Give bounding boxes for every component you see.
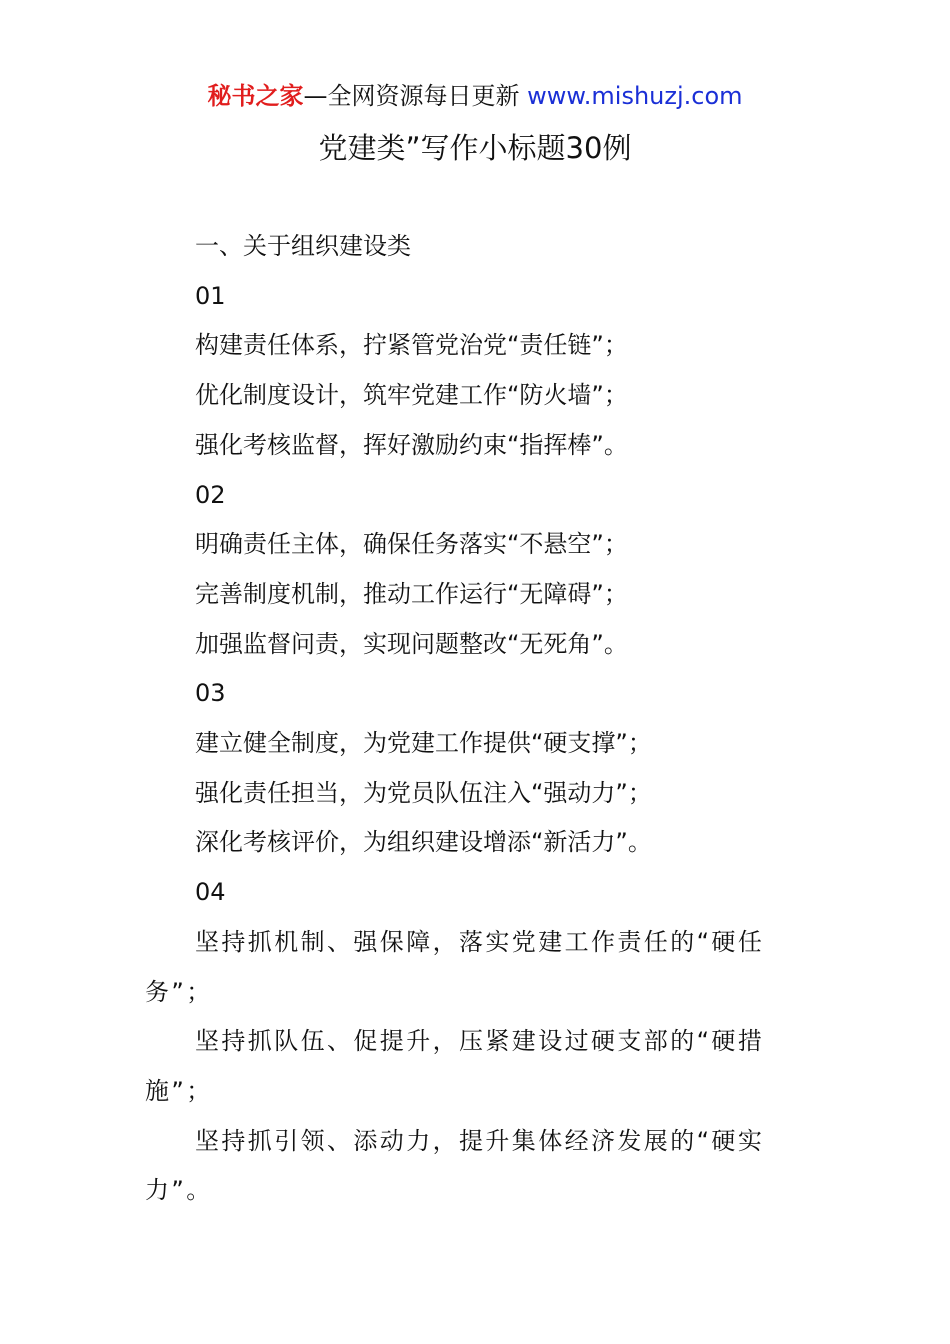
body-line: 优化制度设计，筑牢党建工作“防火墙”； bbox=[195, 381, 628, 410]
body-paragraph: 坚持抓引领、添动力，提升集体经济发展的“硬实力”。 bbox=[145, 1126, 765, 1205]
group-number: 01 bbox=[195, 281, 226, 310]
body-line: 深化考核评价，为组织建设增添“新活力”。 bbox=[195, 828, 652, 857]
body-line: 构建责任体系，拧紧管党治党“责任链”； bbox=[195, 331, 628, 360]
body-line: 建立健全制度，为党建工作提供“硬支撑”； bbox=[195, 729, 652, 758]
body-line: 强化责任担当，为党员队伍注入“强动力”； bbox=[195, 778, 652, 807]
body-paragraph: 坚持抓机制、强保障，落实党建工作责任的“硬任务”； bbox=[145, 927, 765, 1006]
body-paragraph: 坚持抓队伍、促提升，压紧建设过硬支部的“硬措施”； bbox=[145, 1027, 765, 1105]
body-line: 强化考核监督，挥好激励约束“指挥棒”。 bbox=[195, 430, 628, 459]
site-url-link[interactable]: www.mishuzj.com bbox=[527, 82, 743, 110]
banner-tagline: —全网资源每日更新 bbox=[303, 82, 528, 110]
document-body bbox=[145, 222, 810, 1216]
document-title: 党建类”写作小标题30例 bbox=[318, 131, 632, 165]
group-number: 04 bbox=[195, 878, 226, 907]
site-banner bbox=[0, 80, 950, 112]
section-heading: 一、关于组织建设类 bbox=[195, 232, 411, 260]
brand-name: 秘书之家 bbox=[207, 82, 304, 110]
group-number: 02 bbox=[195, 480, 226, 509]
body-line: 完善制度机制，推动工作运行“无障碍”； bbox=[195, 579, 628, 608]
body-line: 加强监督问责，实现问题整改“无死角”。 bbox=[195, 629, 628, 658]
group-number: 03 bbox=[195, 679, 226, 708]
body-line: 明确责任主体，确保任务落实“不悬空”； bbox=[195, 530, 628, 559]
